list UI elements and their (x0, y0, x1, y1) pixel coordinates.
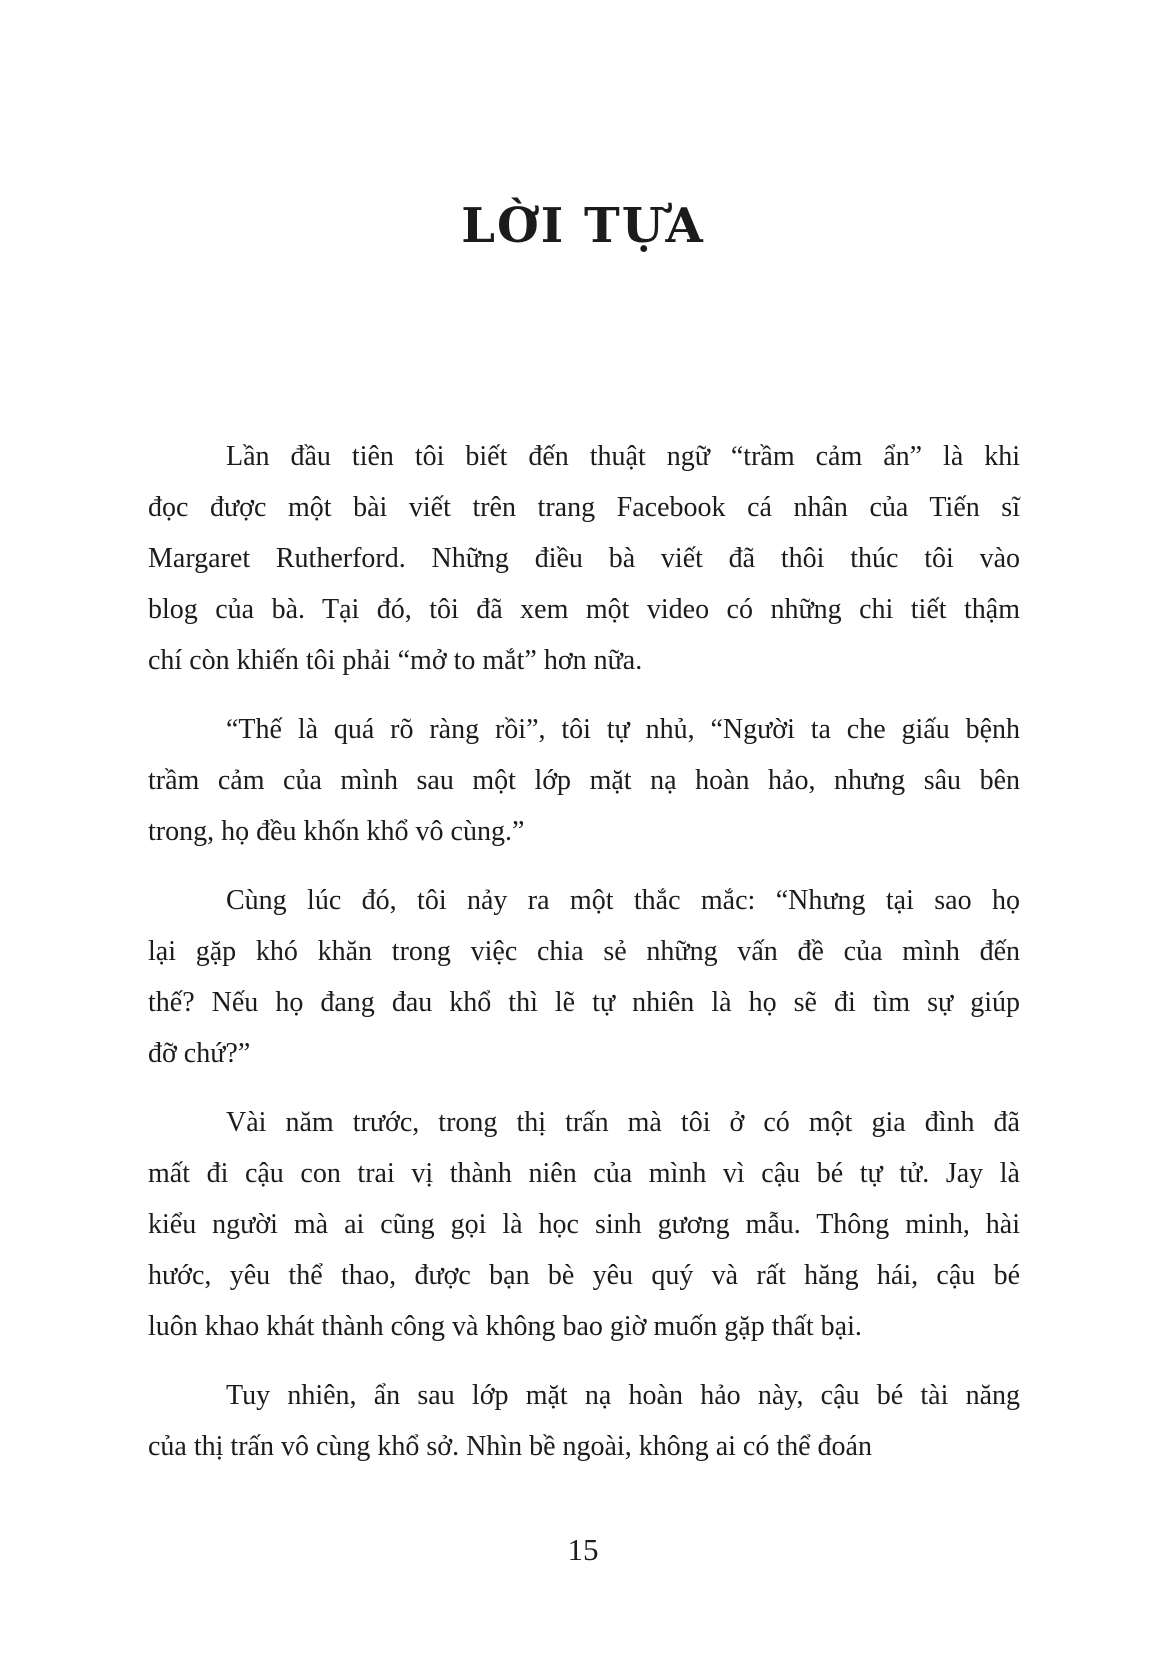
text-line: trong, họ đều khốn khổ vô cùng.” (148, 816, 525, 847)
paragraphs (148, 431, 1020, 1472)
paragraph (148, 1370, 1020, 1472)
text-line: Tuy nhiên, ẩn sau lớp mặt nạ hoàn hảo này, cậu bé tài năng (226, 1380, 1020, 1411)
text-line: luôn khao khát thành công và không bao giờ muốn gặp thất bại. (148, 1311, 862, 1342)
text-line: Lần đầu tiên tôi biết đến thuật ngữ “trầm cảm ẩn” là khi (226, 441, 1020, 472)
text-line: Cùng lúc đó, tôi nảy ra một thắc mắc: “Nhưng tại sao họ (226, 885, 1020, 916)
paragraph (148, 704, 1020, 857)
paragraph (148, 1097, 1020, 1352)
text-line: đỡ chứ?” (148, 1038, 251, 1069)
text-line: lại gặp khó khăn trong việc chia sẻ những vấn đề của mình đến (148, 936, 1020, 967)
text-line: Margaret Rutherford. Những điều bà viết đã thôi thúc tôi vào (148, 543, 1020, 574)
text-line: “Thế là quá rõ ràng rồi”, tôi tự nhủ, “Người ta che giấu bệnh (226, 714, 1020, 745)
text-line: kiểu người mà ai cũng gọi là học sinh gương mẫu. Thông minh, hài (148, 1209, 1020, 1240)
text-line: mất đi cậu con trai vị thành niên của mình vì cậu bé tự tử. Jay là (148, 1158, 1020, 1189)
paragraph (148, 875, 1020, 1079)
text-line: đọc được một bài viết trên trang Facebook cá nhân của Tiến sĩ (148, 492, 1020, 523)
text-line: chí còn khiến tôi phải “mở to mắt” hơn nữa. (148, 645, 643, 676)
page-number: 15 (567, 1532, 599, 1567)
text-line: Vài năm trước, trong thị trấn mà tôi ở có một gia đình đã (226, 1107, 1020, 1138)
chapter-title: LỜI TỰA (461, 198, 705, 254)
text-line: hước, yêu thể thao, được bạn bè yêu quý và rất hăng hái, cậu bé (148, 1260, 1020, 1291)
text-line: của thị trấn vô cùng khổ sở. Nhìn bề ngoài, không ai có thể đoán (148, 1431, 872, 1462)
text-line: trầm cảm của mình sau một lớp mặt nạ hoàn hảo, nhưng sâu bên (148, 765, 1020, 796)
text-line: thế? Nếu họ đang đau khổ thì lẽ tự nhiên là họ sẽ đi tìm sự giúp (148, 987, 1020, 1018)
paragraph (148, 431, 1020, 686)
text-line: blog của bà. Tại đó, tôi đã xem một video có những chi tiết thậm (148, 594, 1020, 625)
